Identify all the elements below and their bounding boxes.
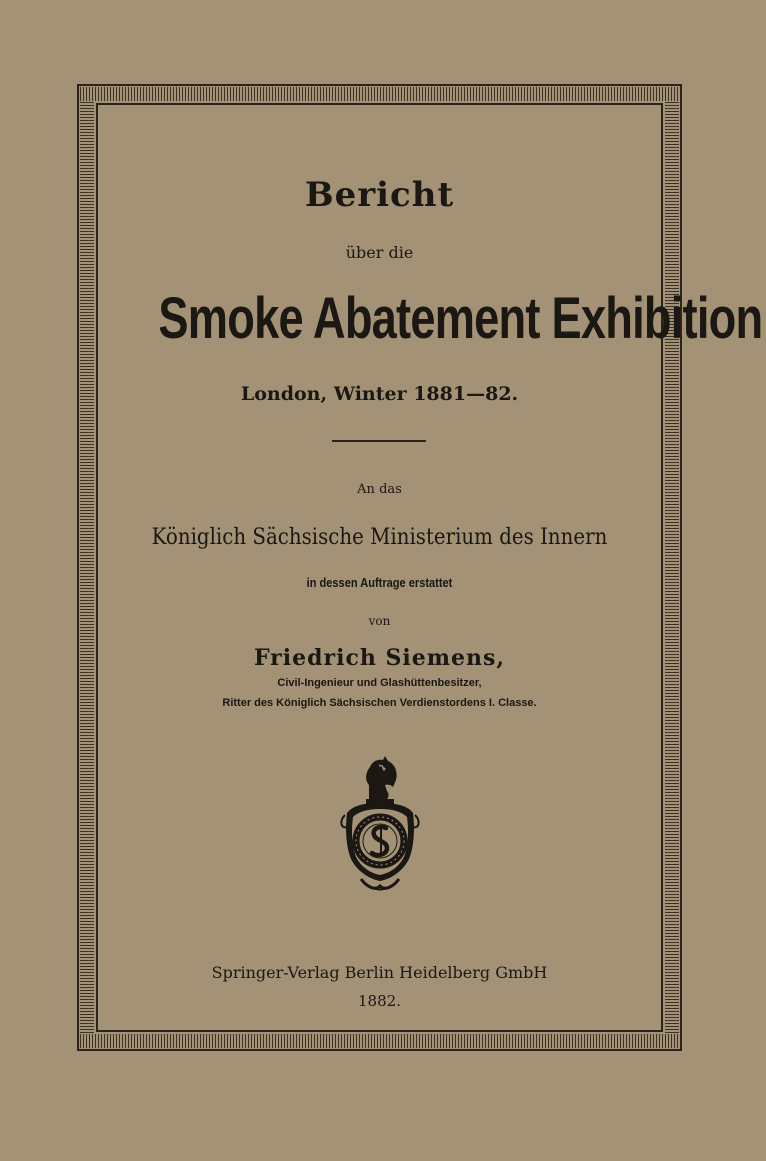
by-label: von [368,614,391,628]
publication-year: 1882. [358,992,401,1010]
title-preposition: über die [345,243,414,262]
title-page [96,103,763,1032]
place-date: London, Winter 1881—82. [240,383,519,405]
author-role-2: Ritter des Königlich Sächsischen Verdienstordens I. Classe. [222,697,537,709]
publisher: Springer-Verlag Berlin Heidelberg GmbH [211,963,548,982]
addressee-intro: An das [357,482,402,497]
addressee: Königlich Sächsische Ministerium des Innern [151,525,608,550]
commission-note: in dessen Auftrage erstattet [306,575,453,590]
author-name: Friedrich Siemens, [253,645,506,671]
book-title: Bericht [304,175,455,215]
exhibition-name: Smoke Abatement Exhibition [158,286,763,351]
author-role-1: Civil-Ingenieur und Glashüttenbesitzer, [277,677,482,689]
springer-horse-logo-icon [339,755,421,893]
divider-rule [332,440,426,442]
